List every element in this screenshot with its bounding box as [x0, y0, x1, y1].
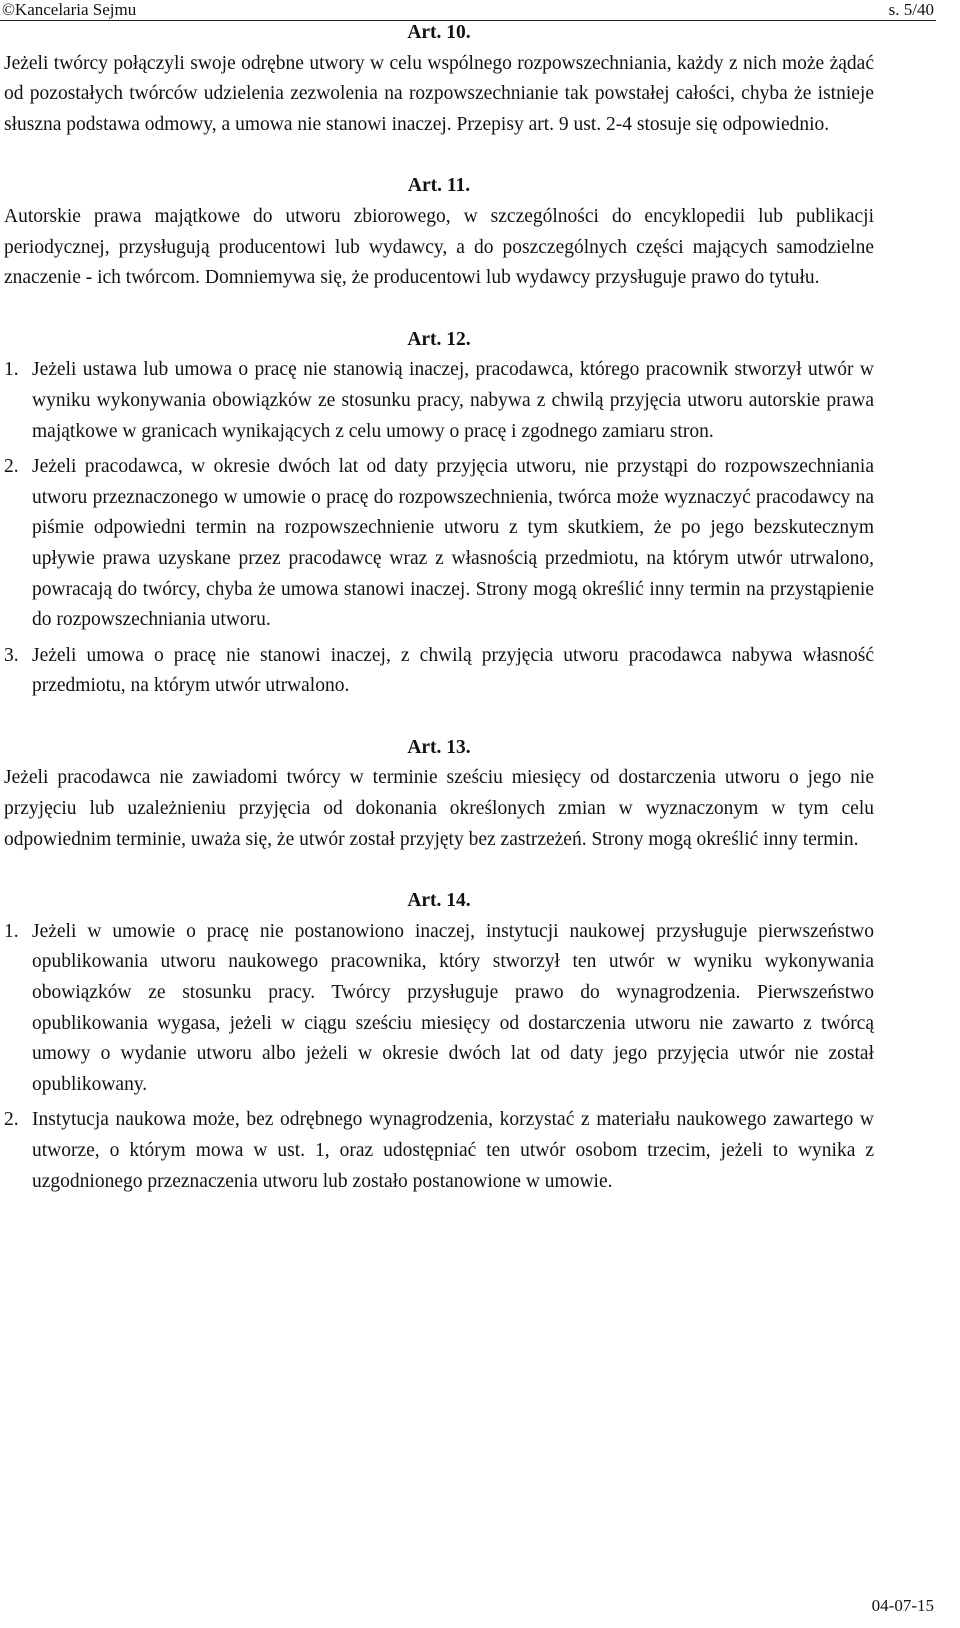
article-item	[4, 355, 874, 447]
article-10	[4, 18, 874, 140]
item-text: Jeżeli pracodawca, w okresie dwóch lat od daty przyjęcia utworu, nie przystąpi do rozpowszechniania utworu przeznaczonego w umowie o pracę do rozpowszechnienia, twórca może wyznaczyć pracodawcy na piśmie odpowiedni termin na rozpowszechnienie utworu z tym skutkiem, że po jego bezskutecznym upływie prawa uzyskane przez pracodawcę wraz z własnością przedmiotu, na którym utwór utrwalono, powracają do twórcy, chyba że umowa stanowi inaczej. Strony mogą określić inny termin na przystąpienie do rozpowszechniania utworu.	[32, 456, 874, 631]
article-12	[4, 325, 874, 702]
article-title: Art. 13.	[407, 736, 471, 758]
document-body	[0, 18, 874, 1197]
article-title: Art. 14.	[407, 890, 471, 912]
article-11	[4, 171, 874, 293]
item-number: 1.	[4, 920, 19, 942]
article-14	[4, 886, 874, 1197]
article-title: Art. 12.	[407, 328, 471, 350]
article-text: Autorskie prawa majątkowe do utworu zbiorowego, w szczególności do encyklopedii lub publikacji periodycznej, przysługują producentowi lub wydawcy, a do poszczególnych części mających samodzielne znaczenie - ich twórcom. Domniemywa się, że producentowi lub wydawcy przysługuje prawo do tytułu.	[4, 205, 874, 289]
article-item	[4, 1105, 874, 1197]
item-number: 2.	[4, 456, 19, 478]
article-title: Art. 11.	[407, 175, 471, 197]
article-13	[4, 733, 874, 855]
item-number: 3.	[4, 644, 19, 666]
article-title: Art. 10.	[407, 22, 471, 43]
article-item	[4, 641, 874, 702]
item-number: 1.	[4, 359, 19, 381]
article-text: Jeżeli pracodawca nie zawiadomi twórcy w terminie sześciu miesięcy od dostarczenia utworu o jego nie przyjęciu lub uzależnieniu przyjęcia od dokonania określonych zmian w wyznaczonym w tym celu odpowiednim terminie, uważa się, że utwór został przyjęty bez zastrzeżeń. Strony mogą określić inny termin.	[4, 767, 874, 850]
header-source: ©Kancelaria Sejmu	[2, 0, 137, 19]
item-text: Jeżeli ustawa lub umowa o pracę nie stanowią inaczej, pracodawca, którego pracownik stworzył utwór w wyniku wykonywania obowiązków ze stosunku pracy, nabywa z chwilą przyjęcia utworu autorskie prawa majątkowe w granicach wynikających z celu umowy o pracę i zgodnego zamiaru stron.	[32, 359, 874, 442]
header-page-number: s. 5/40	[888, 0, 934, 19]
article-item	[4, 917, 874, 1101]
item-text: Jeżeli umowa o pracę nie stanowi inaczej, z chwilą przyjęcia utworu pracodawca nabywa własność przedmiotu, na którym utwór utrwalono.	[32, 644, 874, 697]
item-number: 2.	[4, 1109, 19, 1131]
item-text: Jeżeli w umowie o pracę nie postanowiono inaczej, instytucji naukowej przysługuje pierwszeństwo opublikowania utworu naukowego pracownika, który stworzył ten utwór w wyniku wykonywania obowiązków ze stosunku pracy. Twórcy przysługuje prawo do wynagrodzenia. Pierwszeństwo opublikowania wygasa, jeżeli w ciągu sześciu miesięcy od dostarczenia utworu nie zawarto z twórcą umowy o wydanie utworu albo jeżeli w okresie dwóch lat od daty jego przyjęcia utwór nie został opublikowany.	[32, 920, 874, 1095]
article-text: Jeżeli twórcy połączyli swoje odrębne utwory w celu wspólnego rozpowszechniania, każdy z nich może żądać od pozostałych twórców udzielenia zezwolenia na rozpowszechnianie tak powstałej całości, chyba że istnieje słuszna podstawa odmowy, a umowa nie stanowi inaczej. Przepisy art. 9 ust. 2-4 stosuje się odpowiednio.	[4, 52, 874, 135]
article-item	[4, 452, 874, 636]
footer-date: 04-07-15	[871, 1596, 934, 1615]
item-text: Instytucja naukowa może, bez odrębnego wynagrodzenia, korzystać z materiału naukowego zawartego w utworze, o którym mowa w ust. 1, oraz udostępniać ten utwór osobom trzecim, jeżeli to wynika z uzgodnionego przeznaczenia utworu lub zostało postanowione w umowie.	[32, 1109, 874, 1192]
